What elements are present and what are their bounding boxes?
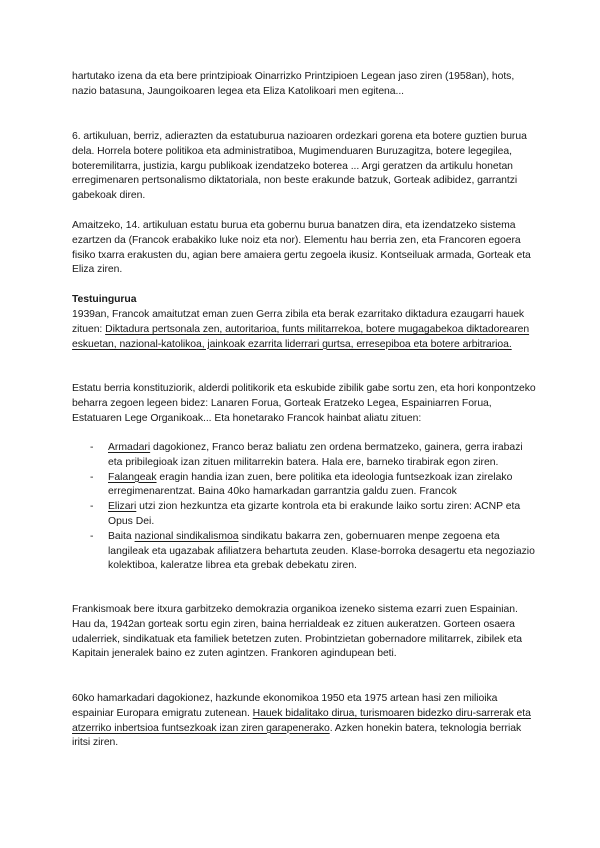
intro-text: 1939an, Francok amaitutzat eman zuen Gerra zibila eta berak ezarritako diktadura ezaugarri hauek zituen:	[72, 309, 525, 335]
sixties-text-end: . Azken honekin batera, teknologia berriak iritsi ziren.	[72, 722, 522, 749]
dash-bullet: -	[90, 501, 94, 513]
list-item-prefix: Baita	[108, 530, 135, 542]
list-item-keyword: Armadari	[108, 442, 151, 453]
list-item	[72, 471, 537, 501]
paragraph-organic-democracy: Frankismoak bere itxura garbitzeko demokrazia organikoa izeneko sistema ezarri zuen Espainian. Hau da, 1942an gorteak sortu egin ziren, baina herrialdeak ez zituen aukeratzen. Gorteen osaera udalerriek, sindikatuak eta familiek betetzen zuten. Probintzietan gobernadore militarrek, zibilek eta Kapitain jeneralek baino ez zuten agintzen. Frankoren agindupean beti.	[72, 604, 523, 660]
allies-list	[72, 441, 537, 574]
list-item-text: dagokionez, Franco beraz baliatu zen ordena bermatzeko, gainera, gerra irabazi eta pribilegioak izan zituen militarrekin batera. Hala ere, barneko tirabirak egon ziren.	[108, 442, 523, 468]
paragraph-sixties	[72, 692, 537, 751]
sixties-text-start: 60ko hamarkadari dagokionez, hazkunde ekonomikoa 1950 eta 1975 artean hasi zen milioika espainiar Europara emigratu zutenean.	[72, 693, 498, 719]
paragraph-fourteenth-article: Amaitzeko, 14. artikuluan estatu burua eta gobernu burua banatzen dira, eta izendatzeko sistema ezartzen da (Francok erabakiko luke noiz eta nor). Elementu hau berria zen, eta Francoren egoera fisiko txarra erakusten du, agian bere amaiera gertu zegoela ikusiz. Kontseiluak armada, Gorteak eta Eliza ziren.	[72, 220, 531, 276]
list-item	[72, 441, 537, 471]
dash-bullet: -	[90, 530, 94, 542]
list-item-keyword: nazional sindikalismoa	[134, 530, 239, 542]
paragraph-new-state: Estatu berria konstituziorik, alderdi politikorik eta eskubide zibilik gabe sortu zen, eta hori konpontzeko beharra zegoen legeen bidez: Lanaren Forua, Gorteak Eratzeko Legea, Espainiarren Forua, Estatuaren Lege Organikoak... Eta honetarako Francok hainbat aliatu zituen:	[72, 383, 536, 424]
list-item	[72, 530, 537, 574]
list-item-text: eragin handia izan zuen, bere politika eta ideologia funtsezkoak izan zirelako erregimenarentzat. Baina 40ko hamarkadan garrantzia galdu zuen. Francok	[108, 471, 513, 498]
dash-bullet: -	[90, 471, 94, 483]
list-item	[72, 500, 537, 530]
list-item-text: sindikatu bakarra zen, gobernuaren menpe zegoena eta langileak eta ugazabak afiliatzera behartuta zeuden. Klase-borroka desagertu eta negoziazio kolektiboa, kaleratze librea eta grebak debekatu ziren.	[108, 530, 535, 572]
paragraph-dictatorship-traits	[72, 308, 537, 352]
sixties-underlined: Hauek bidalitako dirua, turismoaren bidezko diru-sarrerak eta atzerriko inbertsioa funtsezkoak izan ziren garapenerako	[72, 707, 531, 734]
paragraph-oinarrizko-printzipioak: hartutako izena da eta bere printzipioak Oinarrizko Printzipioen Legean jaso ziren (1958an), hots, nazio batasuna, Jaungoikoaren legea eta Eliza Katolikoari men egitena...	[72, 71, 515, 97]
list-item-keyword: Falangeak	[108, 471, 157, 483]
list-item-keyword: Elizari	[108, 501, 137, 513]
list-item-text: utzi zion hezkuntza eta gizarte kontrola eta bi erakunde laiko sortu ziren: ACNP eta Opus Dei.	[108, 501, 521, 527]
dictatorship-traits-underlined: Diktadura pertsonala zen, autoritarioa, funts militarrekoa, botere mugagabekoa diktadorearen eskuetan, nazional-katolikoa, jainkoak ezarrita liderrari gurtsa, erresepiboa eta botere arbitrarioa.	[72, 323, 530, 350]
section-heading: Testuingurua	[72, 294, 137, 305]
dash-bullet: -	[90, 442, 94, 453]
paragraph-sixth-article: 6. artikuluan, berriz, adierazten da estatuburua nazioaren ordezkari gorena eta botere guztien burua dela. Horrela botere politikoa eta administratiboa, Mugimenduaren Buruzagitza, botere legegilea, boteremilitarra, justizia, kargu publikoak izendatzeko boterea ... Argi geratzen da artikulu honetan erregimenaren pertsonalismo diktatoriala, non beste erakunde batzuk, Gorteak adibidez, garrantzi gabekoak diren.	[72, 131, 527, 202]
